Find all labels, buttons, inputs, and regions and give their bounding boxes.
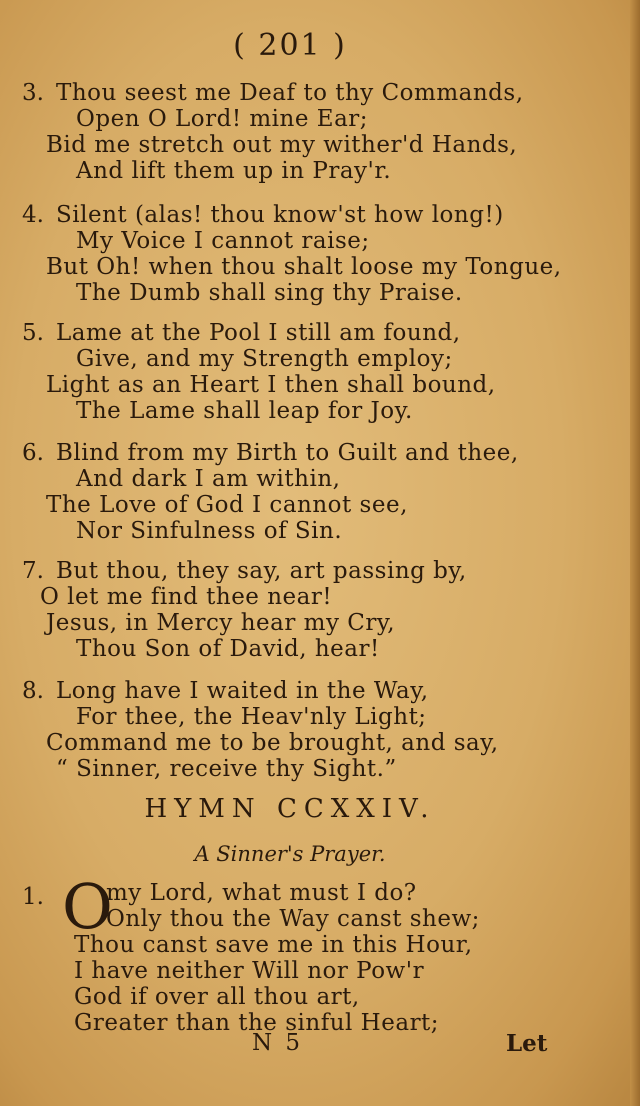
verse-line: The Love of God I cannot see, — [46, 492, 408, 518]
verse-line: Nor Sinfulness of Sin. — [76, 518, 343, 544]
verse-line: But Oh! when thou shalt loose my Tongue, — [46, 254, 562, 280]
verse-line: For thee, the Heav'nly Light; — [76, 704, 427, 730]
verse-line: Light as an Heart I then shall bound, — [46, 372, 496, 398]
verse-line: Blind from my Birth to Guilt and thee, — [56, 440, 519, 466]
verse-line: I have neither Will nor Pow'r — [74, 958, 425, 984]
verse-line: Greater than the sinful Heart; — [74, 1010, 440, 1036]
verse-line: Thou seest me Deaf to thy Commands, — [56, 80, 524, 106]
verse-line: Long have I waited in the Way, — [56, 678, 429, 704]
verse-line: God if over all thou art, — [74, 984, 360, 1010]
verse-number: 7. — [22, 558, 44, 584]
page-edge — [630, 0, 640, 1106]
verse-line: The Dumb shall sing thy Praise. — [76, 280, 463, 306]
hymn-title: HYMN CCXXIV. — [144, 794, 436, 824]
verse-line: Give, and my Strength employ; — [76, 346, 453, 372]
verse-line: And dark I am within, — [76, 466, 341, 492]
verse-number: 8. — [22, 678, 44, 704]
hymn-subtitle: A Sinner's Prayer. — [194, 842, 386, 866]
drop-cap: O — [62, 870, 113, 943]
verse-line: My Voice I cannot raise; — [76, 228, 370, 254]
verse-line: Open O Lord! mine Ear; — [76, 106, 369, 132]
verse-line: But thou, they say, art passing by, — [56, 558, 467, 584]
verse-line: And lift them up in Pray'r. — [76, 158, 392, 184]
verse-line: Bid me stretch out my wither'd Hands, — [46, 132, 518, 158]
verse-line: “ Sinner, receive thy Sight.” — [56, 756, 397, 782]
verse-line: Silent (alas! thou know'st how long!) — [56, 202, 504, 228]
verse-line: Thou Son of David, hear! — [76, 636, 380, 662]
verse-number: 6. — [22, 440, 44, 466]
verse-line: Only thou the Way canst shew; — [106, 906, 480, 932]
verse-line: Jesus, in Mercy hear my Cry, — [46, 610, 396, 636]
verse-line: Lame at the Pool I still am found, — [56, 320, 461, 346]
verse-number: 5. — [22, 320, 44, 346]
verse-number: 1. — [22, 884, 44, 910]
verse-line: O let me find thee near! — [40, 584, 333, 610]
verse-line: my Lord, what must I do? — [106, 880, 417, 906]
signature-mark: N 5 — [252, 1030, 304, 1056]
verse-line: The Lame shall leap for Joy. — [76, 398, 413, 424]
verse-line: Command me to be brought, and say, — [46, 730, 499, 756]
catchword: Let — [506, 1030, 548, 1057]
verse-number: 4. — [22, 202, 44, 228]
verse-line: Thou canst save me in this Hour, — [74, 932, 473, 958]
page-number: ( 201 ) — [233, 28, 347, 63]
verse-number: 3. — [22, 80, 44, 106]
